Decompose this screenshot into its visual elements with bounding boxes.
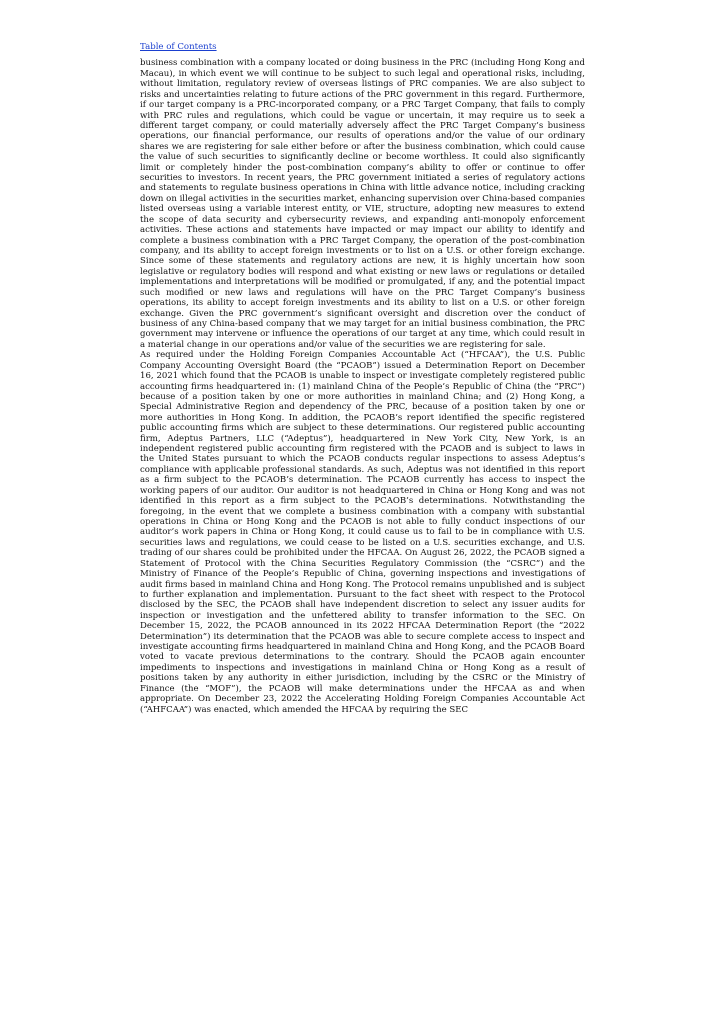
document-page: [140, 42, 585, 715]
paragraph-hfcaa: As required under the Holding Foreign Companies Accountable Act (“HFCAA”), the U.S. Public Company Accounting Oversight Board (the “PCAOB”) issued a Determination Report on December 16, 2021 which found that the PCAOB is unable to inspect or investigate completely registered public accounting firms headquartered in: (1) mainland China of the People’s Republic of China (the “PRC”) because of a position taken by one or more authorities in mainland China; and (2) Hong Kong, a Special Administrative Region and dependency of the PRC, because of a position taken by one or more authorities in Hong Kong. In addition, the PCAOB’s report identified the specific registered public accounting firms which are subject to these determinations. Our registered public accounting firm, Adeptus Partners, LLC (“Adeptus”), headquartered in New York City, New York, is an independent registered public accounting firm registered with the PCAOB and is subject to laws in the United States pursuant to which the PCAOB conducts regular inspections to assess Adeptus’s compliance with applicable professional standards. As such, Adeptus was not identified in this report as a firm subject to the PCAOB’s determination. The PCAOB currently has access to inspect the working papers of our auditor. Our auditor is not headquartered in China or Hong Kong and was not identified in this report as a firm subject to the PCAOB’s determinations. Notwithstanding the foregoing, in the event that we complete a business combination with a company with substantial operations in China or Hong Kong and the PCAOB is not able to fully conduct inspections of our auditor’s work papers in China or Hong Kong, it could cause us to fail to be in compliance with U.S. securities laws and regulations, we could cease to be listed on a U.S. securities exchange, and U.S. trading of our shares could be prohibited under the HFCAA. On August 26, 2022, the PCAOB signed a Statement of Protocol with the China Securities Regulatory Commission (the “CSRC”) and the Ministry of Finance of the People’s Republic of China, governing inspections and investigations of audit firms based in mainland China and Hong Kong. The Protocol remains unpublished and is subject to further explanation and implementation. Pursuant to the fact sheet with respect to the Protocol disclosed by the SEC, the PCAOB shall have independent discretion to select any issuer audits for inspection or investigation and the unfettered ability to transfer information to the SEC. On December 15, 2022, the PCAOB announced in its 2022 HFCAA Determination Report (the “2022 Determination”) its determination that the PCAOB was able to secure complete access to inspect and investigate accounting firms headquartered in mainland China and Hong Kong, and the PCAOB Board voted to vacate previous determinations to the contrary. Should the PCAOB again encounter impediments to inspections and investigations in mainland China or Hong Kong as a result of positions taken by any authority in either jurisdiction, including by the CSRC or the Ministry of Finance (the “MOF”), the PCAOB will make determinations under the HFCAA as and when appropriate. On December 23, 2022 the Accelerating Holding Foreign Companies Accountable Act (“AHFCAA”) was enacted, which amended the HFCAA by requiring the SEC: [140, 350, 585, 715]
paragraph-prc-risk: business combination with a company located or doing business in the PRC (including Hong Kong and Macau), in which event we will continue to be subject to such legal and operational risks, including, without limitation, regulatory review of overseas listings of PRC companies. We are also subject to risks and uncertainties relating to future actions of the PRC government in this regard. Furthermore, if our target company is a PRC-incorporated company, or a PRC Target Company, that fails to comply with PRC rules and regulations, which could be vague or uncertain, it may require us to seek a different target company, or could materially adversely affect the PRC Target Company’s business operations, our financial performance, our results of operations and/or the value of our ordinary shares we are registering for sale either before or after the business combination, which could cause the value of such securities to significantly decline or become worthless. It could also significantly limit or completely hinder the post-combination company’s ability to offer or continue to offer securities to investors. In recent years, the PRC government initiated a series of regulatory actions and statements to regulate business operations in China with little advance notice, including cracking down on illegal activities in the securities market, enhancing supervision over China-based companies listed overseas using a variable interest entity, or VIE, structure, adopting new measures to extend the scope of data security and cybersecurity reviews, and expanding anti-monopoly enforcement activities. These actions and statements have impacted or may impact our ability to identify and complete a business combination with a PRC Target Company, the operation of the post-combination company, and its ability to accept foreign investments or to list on a U.S. or other foreign exchange. Since some of these statements and regulatory actions are new, it is highly uncertain how soon legislative or regulatory bodies will respond and what existing or new laws or regulations or detailed implementations and interpretations will be modified or promulgated, if any, and the potential impact such modified or new laws and regulations will have on the PRC Target Company’s business operations, its ability to accept foreign investments and its ability to list on a U.S. or other foreign exchange. Given the PRC government’s significant oversight and discretion over the conduct of business of any China-based company that we may target for an initial business combination, the PRC government may intervene or influence the operations of our target at any time, which could result in a material change in our operations and/or value of the securities we are registering for sale.: [140, 58, 585, 350]
table-of-contents-link[interactable]: Table of Contents: [140, 42, 217, 52]
